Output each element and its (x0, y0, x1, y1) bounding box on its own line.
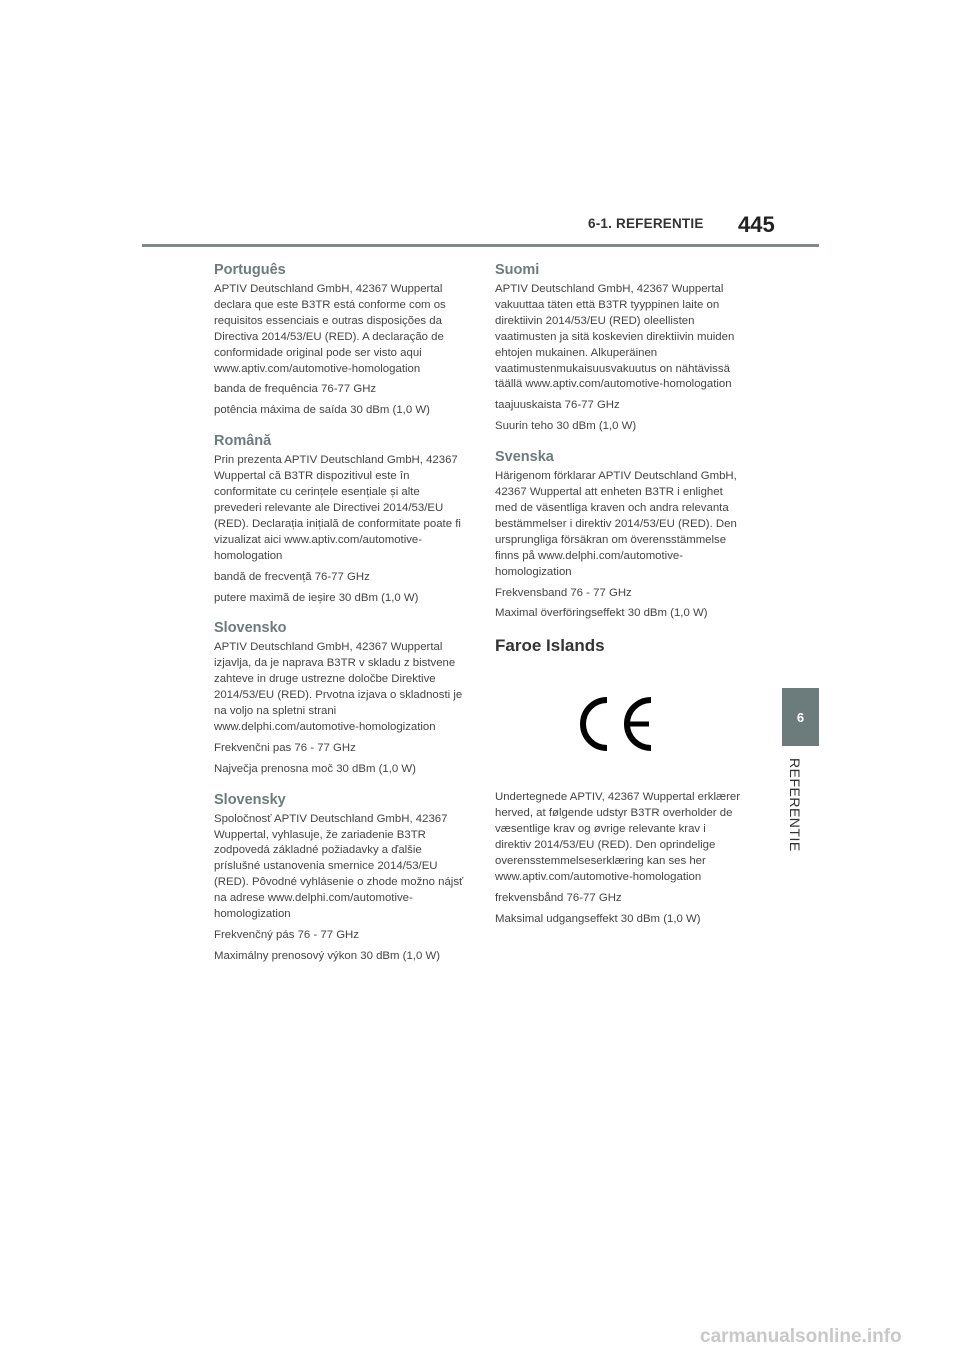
section-portugues (214, 262, 464, 419)
section-faroe (495, 636, 745, 927)
frequency-band: Frekvenčný pás 76 - 77 GHz (214, 929, 359, 941)
watermark: carmanualsonline.info (700, 1326, 902, 1347)
max-power: Največja prenosna moč 30 dBm (1,0 W) (214, 762, 416, 775)
frequency-band: Frekvensband 76 - 77 GHz (495, 586, 632, 599)
section-title: Português (214, 262, 286, 278)
frequency-band: frekvensbånd 76-77 GHz (495, 891, 622, 904)
frequency-band: Frekvenčni pas 76 - 77 GHz (214, 741, 356, 754)
chapter-label: REFERENTIE (787, 758, 803, 852)
max-power: potência máxima de saída 30 dBm (1,0 W) (214, 404, 430, 417)
section-title: Suomi (495, 262, 540, 278)
left-column (214, 262, 464, 979)
declaration-text: Prin prezenta APTIV Deutschland GmbH, 42367 Wuppertal că B3TR dispozitivul este în conformitate cu cerințele esențiale și alte prevederi relevante ale Directivei 2014/53/EU (RED). Declarația inițială de conformitate poate fi vizualizat aici www.aptiv.com/automotive-homologation (214, 454, 461, 562)
declaration-text: Undertegnede APTIV, 42367 Wuppertal erklærer herved, at følgende udstyr B3TR overholder de væsentlige krav og øvrige relevante krav i direktiv 2014/53/EU (RED). Den oprindelige overensstemmelseserklæring kan ses her www.aptiv.com/automotive-homologation (495, 791, 741, 883)
right-column (495, 262, 745, 942)
max-power: putere maximă de ieșire 30 dBm (1,0 W) (214, 591, 419, 604)
section-title: Faroe Islands (495, 636, 605, 656)
section-romana (214, 433, 464, 606)
declaration-text: APTIV Deutschland GmbH, 42367 Wuppertal izjavlja, da je naprava B3TR v skladu z bistvene zahteve in druge ustrezne določbe Direktive 2014/53/EU (RED). Prvotna izjava o skladnosti je na voljo na spletni strani www.delphi.com/automotive-homologization (214, 641, 463, 733)
chapter-number: 6 (796, 709, 805, 725)
frequency-band: banda de frequência 76-77 GHz (214, 383, 377, 396)
section-slovensky (214, 792, 464, 965)
frequency-band: bandă de frecvență 76-77 GHz (214, 570, 370, 583)
max-power: Maximálny prenosový výkon 30 dBm (1,0 W) (214, 949, 440, 962)
section-svenska (495, 449, 745, 622)
max-power: Maksimal udgangseffekt 30 dBm (1,0 W) (495, 912, 701, 925)
section-title: Română (214, 433, 272, 450)
ce-mark-icon (571, 694, 657, 754)
declaration-text: Härigenom förklarar APTIV Deutschland GmbH, 42367 Wuppertal att enheten B3TR i enlighet med de väsentliga kraven och andra relevanta bestämmelser i direktiv 2014/53/EU (RED). Den ursprungliga försäkran om överensstämmelse finns på www.delphi.com/automotive-homologization (495, 470, 737, 578)
section-title: Svenska (495, 449, 554, 466)
frequency-band: taajuuskaista 76-77 GHz (495, 399, 620, 412)
declaration-text: APTIV Deutschland GmbH, 42367 Wuppertal declara que este B3TR está conforme com os requisitos essenciais e outras disposições da Directiva 2014/53/EU (RED). A declaração de conformidade original pode ser visto aqui www.aptiv.com/automotive-homologation (214, 283, 446, 375)
section-title: Slovensky (214, 791, 286, 808)
chapter-tab[interactable] (782, 688, 819, 746)
section-title: Slovensko (214, 620, 287, 637)
declaration-text: Spoločnosť APTIV Deutschland GmbH, 42367 Wuppertal, vyhlasuje, že zariadenie B3TR zodpovedá základné požiadavky a ďalšie príslušné ustanovenia smernice 2014/53/EU (RED). Pôvodné vyhlásenie o zhode možno nájsť na adrese www.delphi.com/automotive-homologization (214, 812, 464, 921)
header-rule (142, 244, 819, 247)
max-power: Suurin teho 30 dBm (1,0 W) (495, 420, 637, 433)
section-suomi (495, 262, 745, 435)
max-power: Maximal överföringseffekt 30 dBm (1,0 W) (495, 607, 708, 620)
section-header: 6-1. REFERENTIE (588, 216, 704, 231)
section-slovensko (214, 620, 464, 777)
page-number: 445 (738, 212, 775, 237)
ce-mark-container (483, 694, 745, 754)
declaration-text: APTIV Deutschland GmbH, 42367 Wuppertal vakuuttaa täten että B3TR tyyppinen laite on direktiivin 2014/53/EU (RED) oleellisten vaatimusten ja sitä koskevien direktiivin muiden ehtojen mukainen. Alkuperäinen vaatimustenmukaisuusvakuutus on nähtävissä täällä www.aptiv.com/automotive-homologation (495, 283, 735, 391)
